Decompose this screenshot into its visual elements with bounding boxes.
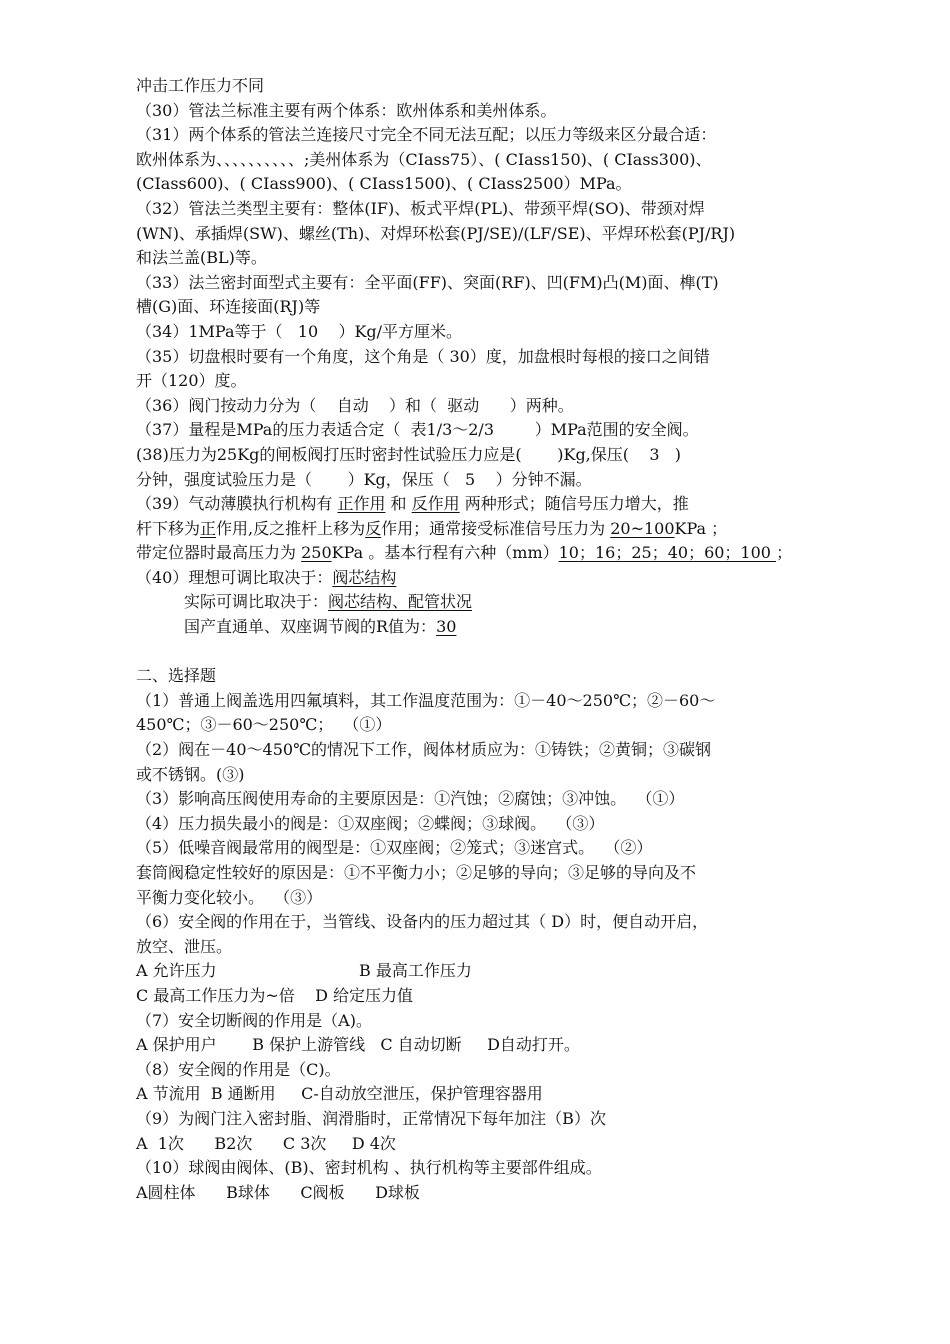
text-segment: （40）理想可调比取决于： (136, 567, 333, 587)
blank-line (136, 640, 816, 665)
text-segment: A 允许压力 B 最高工作压力 (136, 961, 472, 981)
text-line (136, 959, 816, 984)
text-line (136, 517, 816, 542)
text-segment: A 1次 B2次 C 3次 D 4次 (136, 1133, 396, 1153)
text-segment: （36）阀门按动力分为（ 自动 ）和（ 驱动 ）两种。 (136, 395, 574, 415)
text-line (136, 1181, 816, 1206)
text-line (136, 443, 816, 468)
text-segment: 杆下移为 (136, 518, 201, 538)
text-line (136, 1132, 816, 1157)
text-line (136, 590, 816, 615)
text-line (136, 1107, 816, 1132)
text-segment: （7）安全切断阀的作用是（A)。 (136, 1010, 372, 1030)
text-segment: 带定位器时最高压力为 (136, 543, 302, 563)
text-segment: 开（120）度。 (136, 371, 247, 391)
text-segment: （10）球阀由阀体、(B)、密封机构 、执行机构等主要部件组成。 (136, 1158, 602, 1178)
text-segment: 阀芯结构、配管状况 (328, 592, 473, 612)
text-segment: 欧州体系为、、、、、、、、、、;美州体系为（CIass75）、( CIass150)、( CIass300)、 (136, 149, 712, 169)
text-segment: 30 (436, 617, 457, 637)
text-segment: KPa 。基本行程有六种（mm） (331, 543, 559, 563)
text-line (136, 1033, 816, 1058)
text-segment: （30）管法兰标准主要有两个体系：欧州体系和美州体系。 (136, 100, 557, 120)
text-line (136, 664, 816, 689)
text-segment: （6）安全阀的作用在于，当管线、设备内的压力超过其（ D）时，便自动开启， (136, 912, 709, 932)
text-segment: （37）量程是MPa的压力表适合定（ 表1/3～2/3 ）MPa范围的安全阀。 (136, 420, 699, 440)
text-segment: 放空、泄压。 (136, 936, 233, 956)
text-segment: （32）管法兰类型主要有：整体(IF)、板式平焊(PL)、带颈平焊(SO)、带颈对焊 (136, 198, 705, 218)
text-segment: （35）切盘根时要有一个角度，这个角是（ 30）度，加盘根时每根的接口之间错 (136, 346, 710, 366)
text-line (136, 763, 816, 788)
text-line (136, 615, 816, 640)
text-segment: 正 (200, 518, 217, 538)
text-line (136, 320, 816, 345)
text-line (136, 713, 816, 738)
text-segment: 或不锈钢。(③) (136, 764, 245, 784)
text-segment: （9）为阀门注入密封脂、润滑脂时，正常情况下每年加注（B）次 (136, 1108, 606, 1128)
text-segment: （33）法兰密封面型式主要有：全平面(FF)、突面(RF)、凹(FM)凸(M)面、榫(T) (136, 272, 719, 292)
text-line (136, 418, 816, 443)
text-segment: （31）两个体系的管法兰连接尺寸完全不同无法互配；以压力等级来区分最合适： (136, 125, 717, 145)
text-segment: （8）安全阀的作用是（C)。 (136, 1059, 341, 1079)
text-line (136, 910, 816, 935)
text-segment: 阀芯结构 (332, 567, 397, 587)
text-line (136, 394, 816, 419)
text-line (136, 566, 816, 591)
text-segment: A圆柱体 B球体 C阀板 D球板 (136, 1182, 420, 1202)
text-segment: 正作用 (337, 494, 386, 514)
text-line (136, 246, 816, 271)
text-segment: 250 (301, 543, 332, 563)
text-segment: （4）压力损失最小的阀是：①双座阀；②蝶阀；③球阀。 （③） (136, 813, 605, 833)
text-segment: 国产直通单、双座调节阀的R值为： (184, 617, 437, 637)
text-segment: 槽(G)面、环连接面(RJ)等 (136, 297, 321, 317)
text-segment: 和法兰盖(BL)等。 (136, 248, 267, 268)
text-segment: 平衡力变化较小。 （③） (136, 887, 323, 907)
text-segment: （5）低噪音阀最常用的阀型是：①双座阀；②笼式；③迷宫式。 （②） (136, 838, 653, 858)
text-line (136, 886, 816, 911)
text-line (136, 295, 816, 320)
document-body (136, 74, 816, 1205)
text-segment: 二、选择题 (136, 666, 217, 686)
text-line (136, 345, 816, 370)
text-segment: 20~100 (610, 518, 675, 538)
text-segment: 冲击工作压力不同 (136, 76, 265, 95)
text-segment: (38)压力为25Kg的闸板阀打压时密封性试验压力应是( )Kg,保压( 3 ) (136, 444, 682, 464)
text-line (136, 738, 816, 763)
text-line (136, 492, 816, 517)
text-segment: （39）气动薄膜执行机构有 (136, 494, 338, 514)
text-line (136, 148, 816, 173)
text-segment: 反 (365, 518, 382, 538)
text-line (136, 1009, 816, 1034)
text-segment: 作用,反之推杆上移为 (216, 518, 366, 538)
text-segment: 两种形式；随信号压力增大，推 (459, 494, 689, 514)
text-segment: C 最高工作压力为~倍 D 给定压力值 (136, 985, 413, 1005)
text-segment: A 保护用户 B 保护上游管线 C 自动切断 D自动打开。 (136, 1035, 580, 1055)
text-line (136, 1082, 816, 1107)
text-line (136, 271, 816, 296)
text-segment: (CIass600)、( CIass900)、( CIass1500)、( CIass2500）MPa。 (136, 174, 632, 194)
text-segment: 和 (385, 494, 412, 514)
text-line (136, 99, 816, 124)
text-segment: （34）1MPa等于（ 10 ）Kg/平方厘米。 (136, 321, 463, 341)
text-line (136, 984, 816, 1009)
text-segment: 反作用 (411, 494, 460, 514)
text-line (136, 222, 816, 247)
text-line (136, 935, 816, 960)
text-segment: 10；16；25；40；60；100 (558, 543, 777, 563)
text-segment: （3）影响高压阀使用寿命的主要原因是：①汽蚀；②腐蚀；③冲蚀。 （①） (136, 789, 685, 809)
text-line (136, 541, 816, 566)
text-segment: （1）普通上阀盖选用四氟填料，其工作温度范围为：①－40～250℃；②－60～ (136, 690, 716, 710)
text-segment: （2）阀在－40～450℃的情况下工作，阀体材质应为：①铸铁；②黄铜；③碳钢 (136, 740, 711, 760)
text-segment: 实际可调比取决于： (184, 592, 329, 612)
text-segment: 分钟，强度试验压力是（ ）Kg，保压（ 5 ）分钟不漏。 (136, 469, 592, 489)
text-segment: ； (776, 543, 793, 563)
text-line (136, 1058, 816, 1083)
text-line (136, 787, 816, 812)
text-segment: 套筒阀稳定性较好的原因是：①不平衡力小；②足够的导向；③足够的导向及不 (136, 863, 697, 882)
text-segment: 作用；通常接受标准信号压力为 (381, 518, 611, 538)
text-segment: KPa ； (674, 518, 728, 538)
text-line (136, 74, 816, 99)
text-line (136, 172, 816, 197)
text-line (136, 123, 816, 148)
text-line (136, 836, 816, 861)
text-line (136, 369, 816, 394)
text-line (136, 861, 816, 886)
text-line (136, 812, 816, 837)
text-line (136, 468, 816, 493)
text-segment: (WN)、承插焊(SW)、螺丝(Th)、对焊环松套(PJ/SE)/(LF/SE)、平焊环松套(PJ/RJ) (136, 223, 736, 243)
text-line (136, 689, 816, 714)
text-segment: 450℃；③－60～250℃； （①） (136, 715, 392, 735)
text-segment: A 节流用 B 通断用 C-自动放空泄压，保护管理容器用 (136, 1084, 543, 1104)
text-line (136, 1156, 816, 1181)
text-line (136, 197, 816, 222)
